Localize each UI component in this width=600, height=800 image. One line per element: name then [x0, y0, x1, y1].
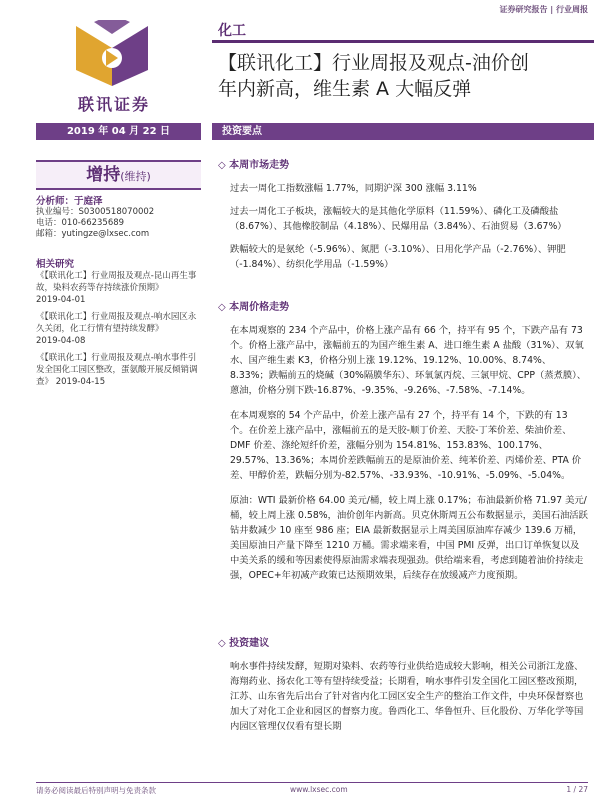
related-item[interactable] [36, 270, 204, 306]
price-paragraph-1: 在本周观察的 234 个产品中，价格上涨产品有 66 个，持平有 95 个，下跌产品有 73 个。价格上涨产品中，涨幅前五的为国产维生素 A、进口维生素 A 盐酸（31%）、双氧水、国产维生素 K3，价格分别上涨 19.12%、19.12%、10.00%、8.74%、8.33%；跌幅前五的烧碱（30%隔膜华东）、环氧氯丙烷、三氯甲烷、CPP（蒸煮膜）、蒽油，价格分别下跌-16.87%、-9.35%、-9.26%、-7.58%、-7.14%。 [230, 325, 587, 396]
related-item[interactable] [36, 352, 204, 388]
related-research-list [36, 270, 204, 393]
price-paragraph-3: 原油：WTI 最新价格 64.00 美元/桶，较上周上涨 0.17%；布油最新价格 71.97 美元/桶，较上周上涨 0.58%，油价创年内新高。贝克休斯周五公布数据显示，美国石油活跃钻井数减少 10 座至 986 座；EIA 最新数据显示上周美国原油库存减少 139.6 万桶，美国原油日产量下降至 1210 万桶。需求端来看，中国 PMI 反弹，出口订单恢复以及中美关系的缓和等因素使得原油需求端表现强劲。供给端来看，考虑到随着油价持续走强，OPEC+年初减产政策已达预期效果，后续存在放缓减产力度预期。 [230, 495, 588, 581]
diamond-bullet-icon: ◇ [218, 638, 230, 649]
analyst-email[interactable]: 邮箱：yutingze@lxsec.com [36, 229, 150, 239]
related-item-title: 《【联讯化工】行业周报及观点-响水园区永久关闭，化工行情有望持续发酵》 [36, 312, 197, 334]
category-underline [212, 40, 594, 43]
related-research-heading: 相关研究 [36, 259, 75, 270]
footer-divider [36, 782, 588, 783]
related-item-title: 《【联讯化工】行业周报及观点-昆山再生事故，染料农药等存持续涨价预期》 [36, 271, 197, 293]
market-paragraph-1: 过去一周化工指数涨幅 1.77%，同期沪深 300 涨幅 3.11% [230, 183, 477, 194]
related-item[interactable] [36, 311, 204, 347]
analyst-cert: 执业编号：S0300518070002 [36, 207, 155, 217]
related-item-date: 2019-04-08 [36, 336, 86, 346]
report-type-tag: 证券研究报告 | 行业周报 [499, 5, 588, 14]
advice-paragraph-1: 响水事件持续发酵，短期对染料、农药等行业供给造成较大影响，相关公司浙江龙盛、海翔药业、扬农化工等有望持续受益；长期看，响水事件引发全国化工园区整改预期，江苏、山东省先后出台了针对省内化工园区安全生产的整治工作文件，中央环保督察也加大了对化工企业和园区的督察力度。鲁西化工、华鲁恒升、巨化股份、万华化学等国内园区管理仅仅看有望长期 [230, 661, 584, 732]
rating-box [36, 160, 201, 190]
price-paragraph-2: 在本周观察的 54 个产品中，价差上涨产品有 27 个，持平有 14 个，下跌的有 13 个。在价差上涨产品中，涨幅前五的是天胶-顺丁价差、天胶-丁苯价差、柴油价差、DMF 价差、涤纶短纤价差，涨幅分别为 154.81%、153.83%、100.17%、29.57%、13.36%；本周价差跌幅前五的是原油价差、纯苯价差、丙烯价差、PTA 价差、甲醇价差，跌幅分别为-82.57%、-33.93%、-10.91%、-5.09%、-5.04%。 [230, 410, 582, 481]
section-title-bar: 投资要点 [212, 123, 594, 140]
lianxun-logo [66, 20, 158, 90]
market-paragraph-3: 跌幅较大的是氨纶（-5.96%）、氮肥（-3.10%）、日用化学产品（-2.76%）、钾肥（-1.84%）、纺织化学用品（-1.59%） [230, 244, 566, 270]
advice-heading: ◇ 投资建议 [218, 638, 270, 649]
analyst-info [36, 196, 206, 240]
related-item-date: 2019-04-01 [36, 295, 86, 305]
report-title [218, 50, 588, 102]
report-title-line-1: 【联讯化工】行业周报及观点-油价创 [218, 52, 529, 74]
diamond-bullet-icon: ◇ [218, 302, 230, 313]
price-section [218, 300, 588, 583]
footer-website[interactable]: www.lxsec.com [290, 785, 348, 794]
logo-text: 联讯证券 [77, 95, 150, 114]
rating-main: 增持 [86, 165, 121, 185]
market-paragraph-2: 过去一周化工子板块，涨幅较大的是其他化学原料（11.59%）、磷化工及磷酸盐（8.67%）、其他橡胶制品（4.18%）、民爆用品（3.84%）、石油贸易（3.67%） [230, 206, 567, 232]
market-heading: ◇ 本周市场走势 [218, 160, 290, 171]
diamond-bullet-icon: ◇ [218, 160, 230, 171]
footer-disclaimer[interactable]: 请务必阅读最后特别声明与免责条款 [36, 786, 156, 795]
category-title: 化工 [218, 23, 246, 39]
price-heading: ◇ 本周价格走势 [218, 302, 290, 313]
advice-section [218, 636, 588, 779]
analyst-name: 分析师：于庭泽 [36, 196, 103, 207]
page-number: 1 / 27 [566, 785, 588, 794]
related-item-title: 《【联讯化工】行业周报及观点-响水事件引发全国化工园区整改，蛋氨酸开展反倾销调查》 [36, 353, 198, 387]
rating-sub: (维持) [120, 170, 151, 183]
related-item-date: 2019-04-15 [55, 377, 106, 387]
analyst-phone: 电话：010-66235689 [36, 218, 125, 228]
market-section [218, 158, 588, 272]
report-date: 2019 年 04 月 22 日 [36, 123, 201, 140]
report-title-line-2: 年内新高，维生素 A 大幅反弹 [218, 78, 472, 100]
